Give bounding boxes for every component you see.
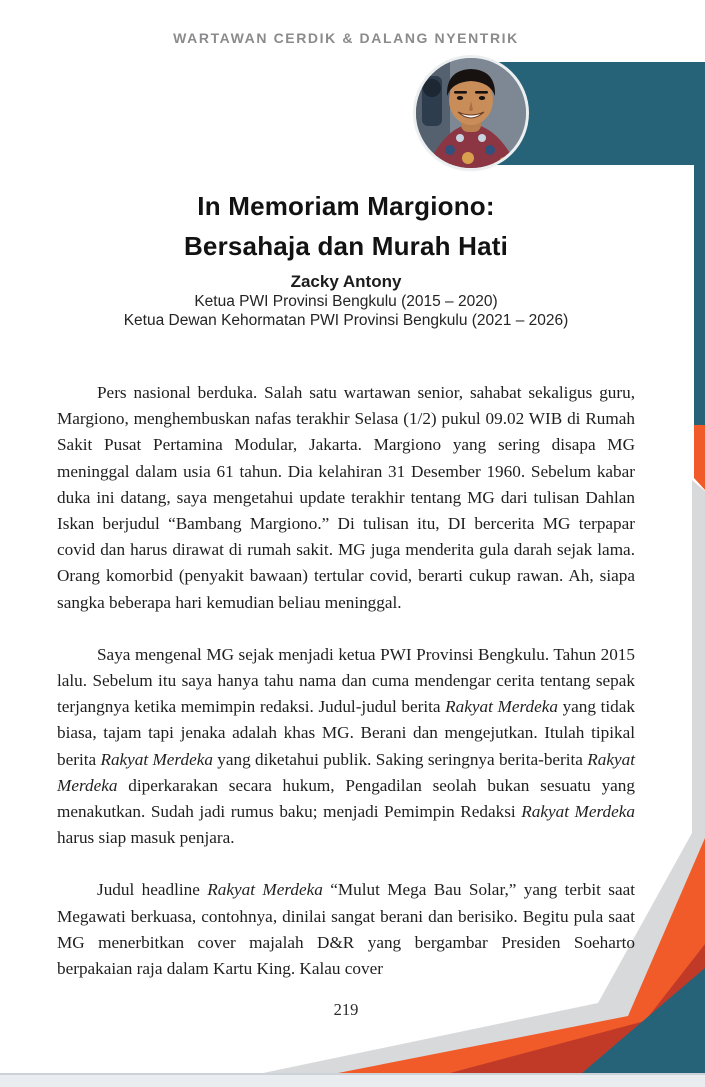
text-run: Pers nasional berduka. Salah satu wartawan senior, sahabat sekaligus guru, Margiono, menghembuskan nafas terakhir Selasa (1/2) pukul 09.02 WIB di Rumah Sakit Pusat Pertamina Modular, Jakarta. Margiono yang sering disapa MG meninggal dalam usia 61 tahun. Dia kelahiran 31 Desember 1960. Sebelum kabar duka ini datang, saya mengetahui update terakhir tentang MG dari tulisan Dahlan Iskan berjudul “Bambang Margiono.” Di tulisan itu, DI bercerita MG terpapar covid dan harus dirawat di rumah sakit. MG juga menderita gula darah sejak lama. Orang komorbid (penyakit bawaan) tertular covid, berarti cukup rawan. Ah, siapa sangka beberapa hari kemudian beliau meninggal. [57, 383, 635, 612]
text-run: “Mulut Mega Bau Solar,” yang terbit saat Megawati berkuasa, contohnya, dinilai sangat berani dan berisiko. Begitu pula saat MG menerbitkan cover majalah D&R yang bergambar Presiden Soeharto berpakaian raja dalam Kartu King. Kalau cover [57, 880, 635, 979]
body-text [57, 380, 635, 982]
paragraph [57, 642, 635, 852]
bottom-background-strip [0, 1075, 705, 1087]
text-run: Saya mengenal MG sejak menjadi ketua PWI Provinsi Bengkulu. Tahun 2015 lalu. Sebelum itu saya hanya tahu nama dan cuma mendengar cerita tentang sepak terjangnya ketika memimpin redaksi. Judul-judul berita [57, 644, 635, 717]
italic-run: Rakyat Merdeka [207, 880, 323, 900]
author-role-1: Ketua PWI Provinsi Bengkulu (2015 – 2020) [194, 293, 498, 310]
italic-run: Rakyat Merdeka [521, 802, 635, 822]
article-title-line1: In Memoriam Margiono: [197, 191, 495, 221]
author-role-2: Ketua Dewan Kehormatan PWI Provinsi Bengkulu (2021 – 2026) [123, 312, 569, 329]
running-header: WARTAWAN CERDIK & DALANG NYENTRIK [173, 30, 519, 46]
article-title-line2: Bersahaja dan Murah Hati [183, 231, 509, 261]
text-run: diperkarakan secara hukum, Pengadilan seolah bukan sesuatu yang menakutkan. Sudah jadi rumus baku; menjadi Pemimpin Redaksi [57, 775, 635, 822]
italic-run: Rakyat Merdeka [100, 749, 213, 769]
text-run: yang diketahui publik. Saking seringnya berita-berita [212, 749, 588, 769]
article-header [57, 186, 635, 330]
paragraph [57, 380, 635, 616]
bottom-strip-edge-line [0, 1073, 705, 1075]
text-run: Judul headline [97, 880, 208, 900]
paragraph [57, 877, 635, 982]
italic-run: Rakyat Merdeka [57, 749, 635, 795]
text-run: harus siap masuk penjara. [57, 828, 235, 848]
text-run: yang tidak biasa, tajam tapi jenaka adalah khas MG. Berani dan mengejutkan. Itulah tipikal berita [57, 697, 635, 769]
author-photo [416, 58, 526, 168]
page-number: 219 [333, 1000, 359, 1019]
italic-run: Rakyat Merdeka [445, 697, 558, 717]
author-name: Zacky Antony [290, 272, 402, 291]
